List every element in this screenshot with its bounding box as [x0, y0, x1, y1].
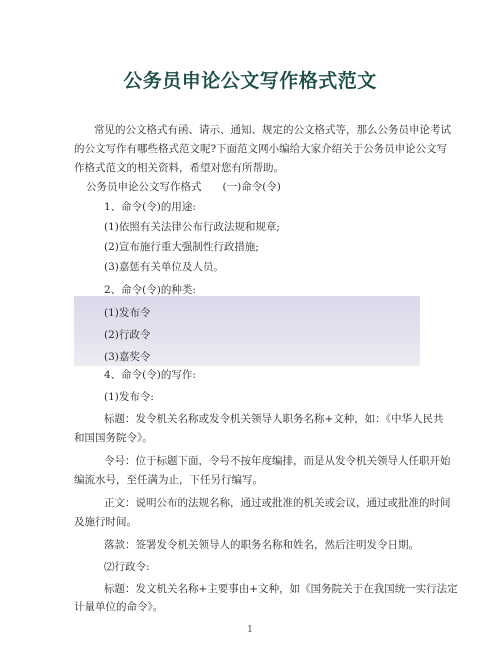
list-item: (3)嘉奖令 [104, 351, 151, 363]
list-item: (1)发布令 [104, 307, 151, 319]
list-heading: 4、命令(令)的写作: [104, 369, 196, 381]
paragraph-line: 的公文写作有哪些格式范文呢?下面范文网小编给大家介绍关于公务员申论公文写 [74, 143, 448, 155]
paragraph-line: 作格式范文的相关资料，希望对您有所帮助。 [74, 162, 284, 174]
list-item: (3)嘉惩有关单位及人员。 [104, 261, 224, 273]
paragraph-line: 计量单位的命令》。 [74, 601, 164, 613]
section-heading: 公务员申论公文写作格式 (一)命令(令) [86, 181, 281, 193]
list-item: (1)依照有关法律公布行政法规和规章; [104, 221, 280, 233]
paragraph-line: 令号：位于标题下面，令号不按年度编排，而是从发令机关领导人任职开始 [104, 455, 451, 467]
paragraph-line: 正文：说明公布的法规名称，通过或批准的机关或会议，通过或批准的时间 [104, 497, 451, 509]
list-heading: 1、命令(令)的用途: [104, 201, 196, 213]
list-item: ⑵行政令: [104, 561, 150, 573]
paragraph-line: 及施行时间。 [74, 516, 137, 528]
page-number: 1 [247, 625, 253, 635]
paragraph-line: 常见的公文格式有函、请示、通知、规定的公文格式等，那么公务员申论考试 [94, 124, 451, 136]
list-heading: 2、命令(令)的种类: [104, 284, 196, 296]
paragraph-line: 标题：发令机关名称或发令机关领导人职务名称+文种，如：《中华人民共 [104, 413, 444, 425]
list-item: (1)发布令: [104, 391, 154, 403]
list-item: (2)宣布施行重大强制性行政措施; [104, 241, 259, 253]
paragraph-line: 编流水号，至任满为止，下任另行编写。 [74, 474, 263, 486]
paragraph-line: 和国国务院令》。 [74, 432, 153, 444]
paragraph-line: 标题：发文机关名称+主要事由+文种，如《国务院关于在我国统一实行法定 [104, 583, 458, 595]
paragraph-line: 落款：签署发令机关领导人的职务名称和姓名，然后注明发令日期。 [104, 539, 419, 551]
list-item: (2)行政令 [104, 329, 151, 341]
document-title: 公务员申论公文写作格式范文 [123, 70, 377, 92]
